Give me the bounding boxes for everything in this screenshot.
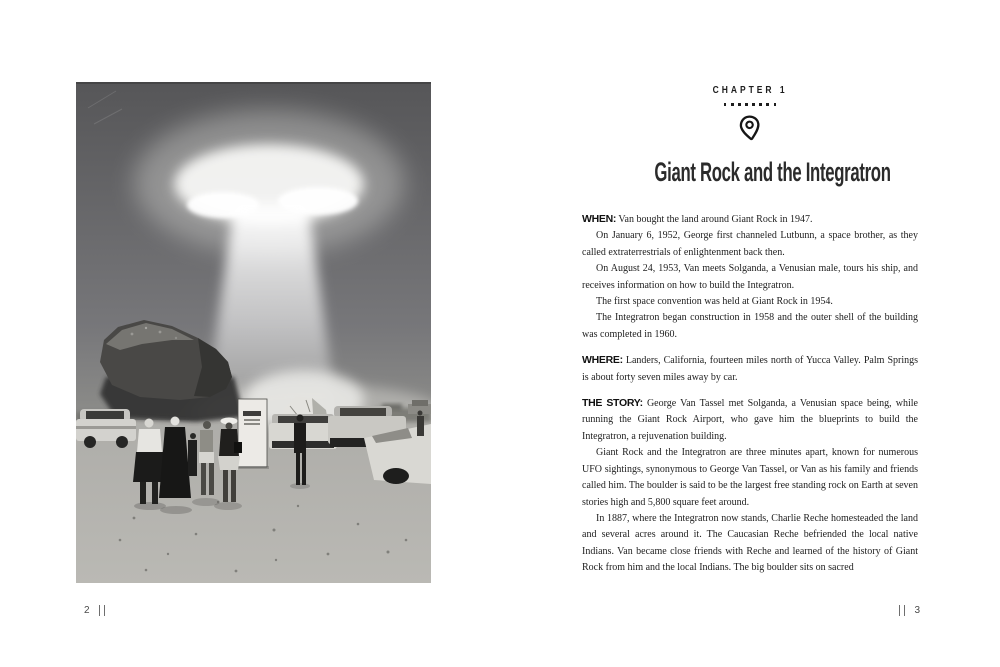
section-label: WHEN:: [582, 213, 617, 225]
concession-trailer: [236, 399, 269, 469]
chapter-dots: [582, 103, 918, 106]
double-bar-icon: [899, 605, 905, 616]
body-paragraph: On January 6, 1952, George first channeled Lutbunn, a space brother, as they called extraterrestrials of enlightenment back then.: [582, 230, 918, 258]
body-paragraph: In 1887, where the Integratron now stands, Charlie Reche homesteaded the land and several acres around it. The Caucasian Reche befriended the local native Indians. Van became close friends with Reche and learned of the history of Giant Rock from him and the local Indians. The big boulder sits on sacred: [582, 512, 918, 574]
giant-rock-photo-art: [76, 82, 431, 583]
double-bar-icon: [99, 605, 105, 616]
section-label: WHERE:: [582, 354, 623, 367]
map-pin-icon: [582, 114, 918, 147]
section-the-story: [582, 395, 918, 576]
body-paragraph: The first space convention was held at Giant Rock in 1954.: [596, 296, 833, 308]
chapter-body: [582, 211, 918, 577]
photo-top-edge: [76, 82, 431, 84]
chapter-header: [582, 80, 918, 188]
section-when: [582, 211, 918, 343]
body-paragraph: The Integratron began construction in 1958 and the outer shell of the building was completed in 1960.: [582, 312, 918, 340]
body-paragraph: WHERE: Landers, California, fourteen miles north of Yucca Valley. Palm Springs is about forty seven miles away by car.: [582, 354, 919, 383]
body-paragraph: WHEN: Van bought the land around Giant Rock in 1947.: [582, 213, 813, 225]
chapter-label: CHAPTER 1: [712, 85, 788, 96]
page-number-left: [84, 605, 105, 616]
body-paragraph: Giant Rock and the Integratron are three minutes apart, known for numerous UFO sightings, synonymous to George Van Tassel, or Van as his family and friends called him. The boulder is said to be the largest free standing rock on Earth at seven stories high and 5,800 square feet around.: [582, 447, 918, 508]
section-where: [582, 352, 918, 386]
section-label: THE STORY:: [582, 397, 643, 410]
body-paragraph: On August 24, 1953, Van meets Solganda, a Venusian male, tours his ship, and receives information on how to build the Integratron.: [582, 263, 918, 291]
giant-rock-photo: [76, 82, 431, 583]
page-number: 3: [914, 605, 920, 616]
page-number: 2: [84, 605, 90, 616]
chapter-title: Giant Rock and the Integratron: [654, 156, 891, 187]
page-number-right: [899, 605, 920, 616]
body-paragraph: THE STORY: George Van Tassel met Solganda, a Venusian space being, while running the Giant Rock Airport, who gave him the blueprints to build the Integratron, a rejuvenation building.: [582, 397, 918, 442]
